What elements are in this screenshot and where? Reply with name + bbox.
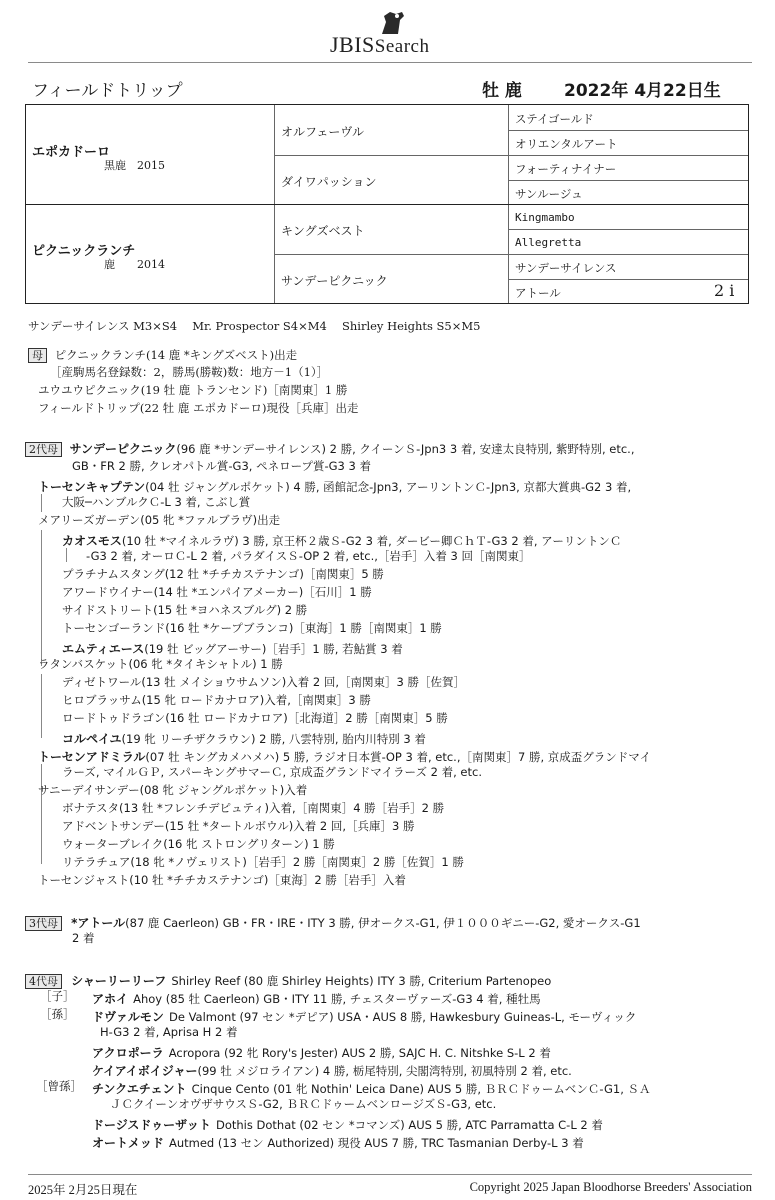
dam-line-3: ユウユウピクニック(19 牡 鹿 トランセンド)［南関東］1 勝: [38, 383, 348, 397]
dam-line-4: フィールドトリップ(22 牡 鹿 エポカドーロ)現役［兵庫］出走: [38, 401, 359, 415]
horse-title-bar: [28, 76, 752, 101]
second-dam-entry: アドベントサンデー(15 牡 *タートルボウル)入着 2 回,［兵庫］3 勝: [62, 819, 415, 833]
dam-tag: 母: [28, 348, 47, 363]
horse-name: フィールドトリップ: [32, 81, 183, 101]
second-dam-name[interactable]: サンデーピクニック: [69, 442, 177, 456]
descendant-entry: H-G3 2 着, Aprisa H 2 着: [100, 1025, 238, 1039]
grandsire-3[interactable]: キングズベスト: [281, 224, 365, 238]
fourth-dam-line-1: Shirley Reef (80 鹿 Shirley Heights) ITY 3 勝, Criterium Partenopeo: [171, 974, 552, 988]
second-dam-entry: プラチナムスタング(12 牡 *チチカステナンゴ)［南関東］5 勝: [62, 567, 384, 581]
second-dam-entry: -G3 2 着, オーロＣ-L 2 着, パラダイスＳ-OP 2 着, etc.,［岩手］入着 3 回［南関東］: [86, 549, 531, 563]
footer-date: 2025年 2月25日現在: [28, 1183, 138, 1197]
ggs-7[interactable]: サンデーサイレンス: [515, 261, 617, 275]
descendant-entry: ドヴァルモン De Valmont (97 セン *デピア) USA・AUS 8 勝, Hawkesbury Guineas-L, モーヴィック: [92, 1010, 637, 1024]
dam-section: [28, 347, 297, 363]
dam-line-2: ［産駒馬名登録数：2，勝馬(勝鞍)数：地方－1（1）］: [50, 365, 329, 379]
family-number: 2 i: [714, 281, 735, 300]
footer-divider: [28, 1174, 752, 1175]
ggs-4[interactable]: サンルージュ: [515, 187, 583, 201]
second-dam-entry: メアリーズガーデン(05 牝 *ファルブラヴ)出走: [38, 513, 281, 527]
second-dam-entry: トーセンアドミラル(07 牡 キングカメハメハ) 5 勝, ラジオ日本賞-OP 3 着, etc.,［南関東］7 勝, 京成盃グランドマイ: [38, 750, 652, 764]
grandsire-2[interactable]: ダイワパッション: [281, 175, 377, 189]
ggs-3[interactable]: フォーティナイナー: [515, 162, 617, 176]
ggs-8[interactable]: アトール: [515, 286, 561, 300]
descendant-entry: アホイ Ahoy (85 牡 Caerleon) GB・ITY 11 勝, チェスターヴァーズ-G3 4 着, 種牡馬: [92, 992, 541, 1006]
descendant-entry: ケイアイボイジャー(99 牡 メジロライアン) 4 勝, 栃尾特別, 尖閣湾特別, 初風特別 2 着, etc.: [92, 1064, 572, 1078]
grandsire-4[interactable]: サンデーピクニック: [281, 274, 388, 288]
second-dam-entry: カオスモス(10 牡 *マイネルラヴ) 3 勝, 京王杯２歳Ｓ-G2 3 着, ダービー卿ＣｈＴ-G3 2 着, アーリントンＣ: [62, 534, 622, 548]
second-dam-header: [25, 440, 635, 457]
second-dam-entry: エムティエース(19 牡 ビッグアーサー)［岩手］1 勝, 若鮎賞 3 着: [62, 642, 403, 656]
second-dam-entry: ウォーターブレイク(16 牝 ストロングリターン) 1 勝: [62, 837, 335, 851]
third-dam-tag: 3代母: [25, 916, 62, 931]
inbreeding-line: サンデーサイレンス M3×S4 Mr. Prospector S4×M4 Shirley Heights S5×M5: [28, 319, 481, 333]
second-dam-entry: ディゼトワール(13 牡 メイショウサムソン)入着 2 回,［南関東］3 勝［佐賀］: [62, 675, 465, 689]
third-dam-header: [25, 912, 641, 931]
horse-sex-color: 牡 鹿: [482, 81, 522, 101]
dam-info: 鹿 2014: [104, 258, 165, 271]
descendant-entry: アクロポーラ Acropora (92 牝 Rory's Jester) AUS 2 勝, SAJC H. C. Nitshke S-L 2 着: [92, 1046, 551, 1060]
second-dam-entry: サイドストリート(15 牡 *ヨハネスブルグ) 2 勝: [62, 603, 308, 617]
ggs-1[interactable]: ステイゴールド: [515, 112, 594, 126]
second-dam-tag: 2代母: [25, 442, 62, 457]
descendant-entry: チンクエチェント Cinque Cento (01 牝 Nothin' Leica Dane) AUS 5 勝, ＢＲＣドゥームベンＣ-G1, ＳＡ: [92, 1082, 651, 1096]
grandsire-1[interactable]: オルフェーヴル: [281, 125, 365, 139]
sire-info: 黒鹿 2015: [104, 159, 165, 172]
jbis-logo[interactable]: [330, 8, 460, 57]
second-dam-entry: ヒロブラッサム(15 牝 ロードカナロア)入着,［南関東］3 勝: [62, 693, 371, 707]
second-dam-entry: リテラチュア(18 牝 *ノヴェリスト)［岩手］2 勝［南関東］2 勝［佐賀］1 勝: [62, 855, 464, 869]
second-dam-line-1: (96 鹿 *サンデーサイレンス) 2 勝, クイーンＳ-Jpn3 3 着, 安達太良特別, 紫野特別, etc.,: [176, 442, 635, 456]
second-dam-entry: ラーズ, マイルＧＰ, スパーキングサマーＣ, 京成盃グランドマイラーズ 2 着, etc.: [62, 765, 482, 779]
second-dam-entry: トーセンゴーランド(16 牡 *ケープブランコ)［東海］1 勝［南関東］1 勝: [62, 621, 442, 635]
second-dam-entry: ロードトゥドラゴン(16 牡 ロードカナロア)［北海道］2 勝［南関東］5 勝: [62, 711, 448, 725]
third-dam-line-2: 2 着: [72, 931, 95, 945]
relation-label: ［孫］: [40, 1007, 75, 1021]
descendant-entry: ドージスドゥーザット Dothis Dothat (02 セン *コマンズ) AUS 5 勝, ATC Parramatta C-L 2 着: [92, 1118, 603, 1132]
header-divider: [28, 62, 752, 63]
second-dam-entry: トーセンキャプテン(04 牡 ジャングルポケット) 4 勝, 函館記念-Jpn3, アーリントンＣ-Jpn3, 京都大賞典-G2 3 着,: [38, 480, 632, 494]
footer-copyright: Copyright 2025 Japan Bloodhorse Breeders' Association: [469, 1180, 752, 1194]
pedigree-table: [25, 104, 749, 304]
second-dam-entry: 大阪─ハンブルクＣ-L 3 着, こぶし賞: [62, 495, 251, 509]
fourth-dam-tag: 4代母: [25, 974, 62, 989]
fourth-dam-name[interactable]: シャーリーリーフ: [71, 974, 167, 988]
second-dam-line-2: GB・FR 2 勝, クレオパトル賞-G3, ペネロープ賞-G3 3 着: [72, 459, 372, 473]
descendant-entry: オートメッド Autmed (13 セン Authorized) 現役 AUS 7 勝, TRC Tasmanian Derby-L 3 着: [92, 1136, 584, 1150]
second-dam-entry: ラタンバスケット(06 牝 *タイキシャトル) 1 勝: [38, 657, 283, 671]
second-dam-entry: サニーデイサンデー(08 牝 ジャングルポケット)入着: [38, 783, 308, 797]
dam-name[interactable]: ピクニックランチ: [32, 244, 136, 259]
second-dam-entry: トーセンジャスト(10 牡 *チチカステナンゴ)［東海］2 勝［岩手］入着: [38, 873, 406, 887]
logo-wordmark: JBISSearch: [330, 32, 430, 57]
dam-line-1: ピクニックランチ(14 鹿 *キングズベスト)出走: [54, 348, 298, 362]
descendant-entry: ＪＣクイーンオヴザサウスＳ-G2, ＢＲＣドゥームベンロージズＳ-G3, etc.: [110, 1097, 497, 1111]
third-dam-line-1: (87 鹿 Caerleon) GB・FR・IRE・ITY 3 勝, 伊オークス-G1, 伊１０００ギニー-G2, 愛オークス-G1: [125, 916, 641, 930]
sire-name[interactable]: エポカドーロ: [32, 145, 111, 160]
horse-birthdate: 2022年 4月22日生: [564, 81, 721, 101]
third-dam-name[interactable]: *アトール: [71, 916, 126, 930]
ggs-6[interactable]: Allegretta: [515, 236, 582, 249]
fourth-dam-header: [25, 970, 551, 989]
ggs-2[interactable]: オリエンタルアート: [515, 137, 618, 151]
second-dam-entry: アワードウイナー(14 牡 *エンパイアメーカー)［石川］1 勝: [62, 585, 372, 599]
relation-label: ［子］: [40, 989, 75, 1003]
second-dam-entry: ボナテスタ(13 牡 *フレンチデピュティ)入着,［南関東］4 勝［岩手］2 勝: [62, 801, 445, 815]
second-dam-entry: コルペイユ(19 牝 リーチザクラウン) 2 勝, 八雲特別, 胎内川特別 3 着: [62, 732, 426, 746]
relation-label: ［曾孫］: [36, 1079, 82, 1093]
ggs-5[interactable]: Kingmambo: [515, 211, 575, 224]
